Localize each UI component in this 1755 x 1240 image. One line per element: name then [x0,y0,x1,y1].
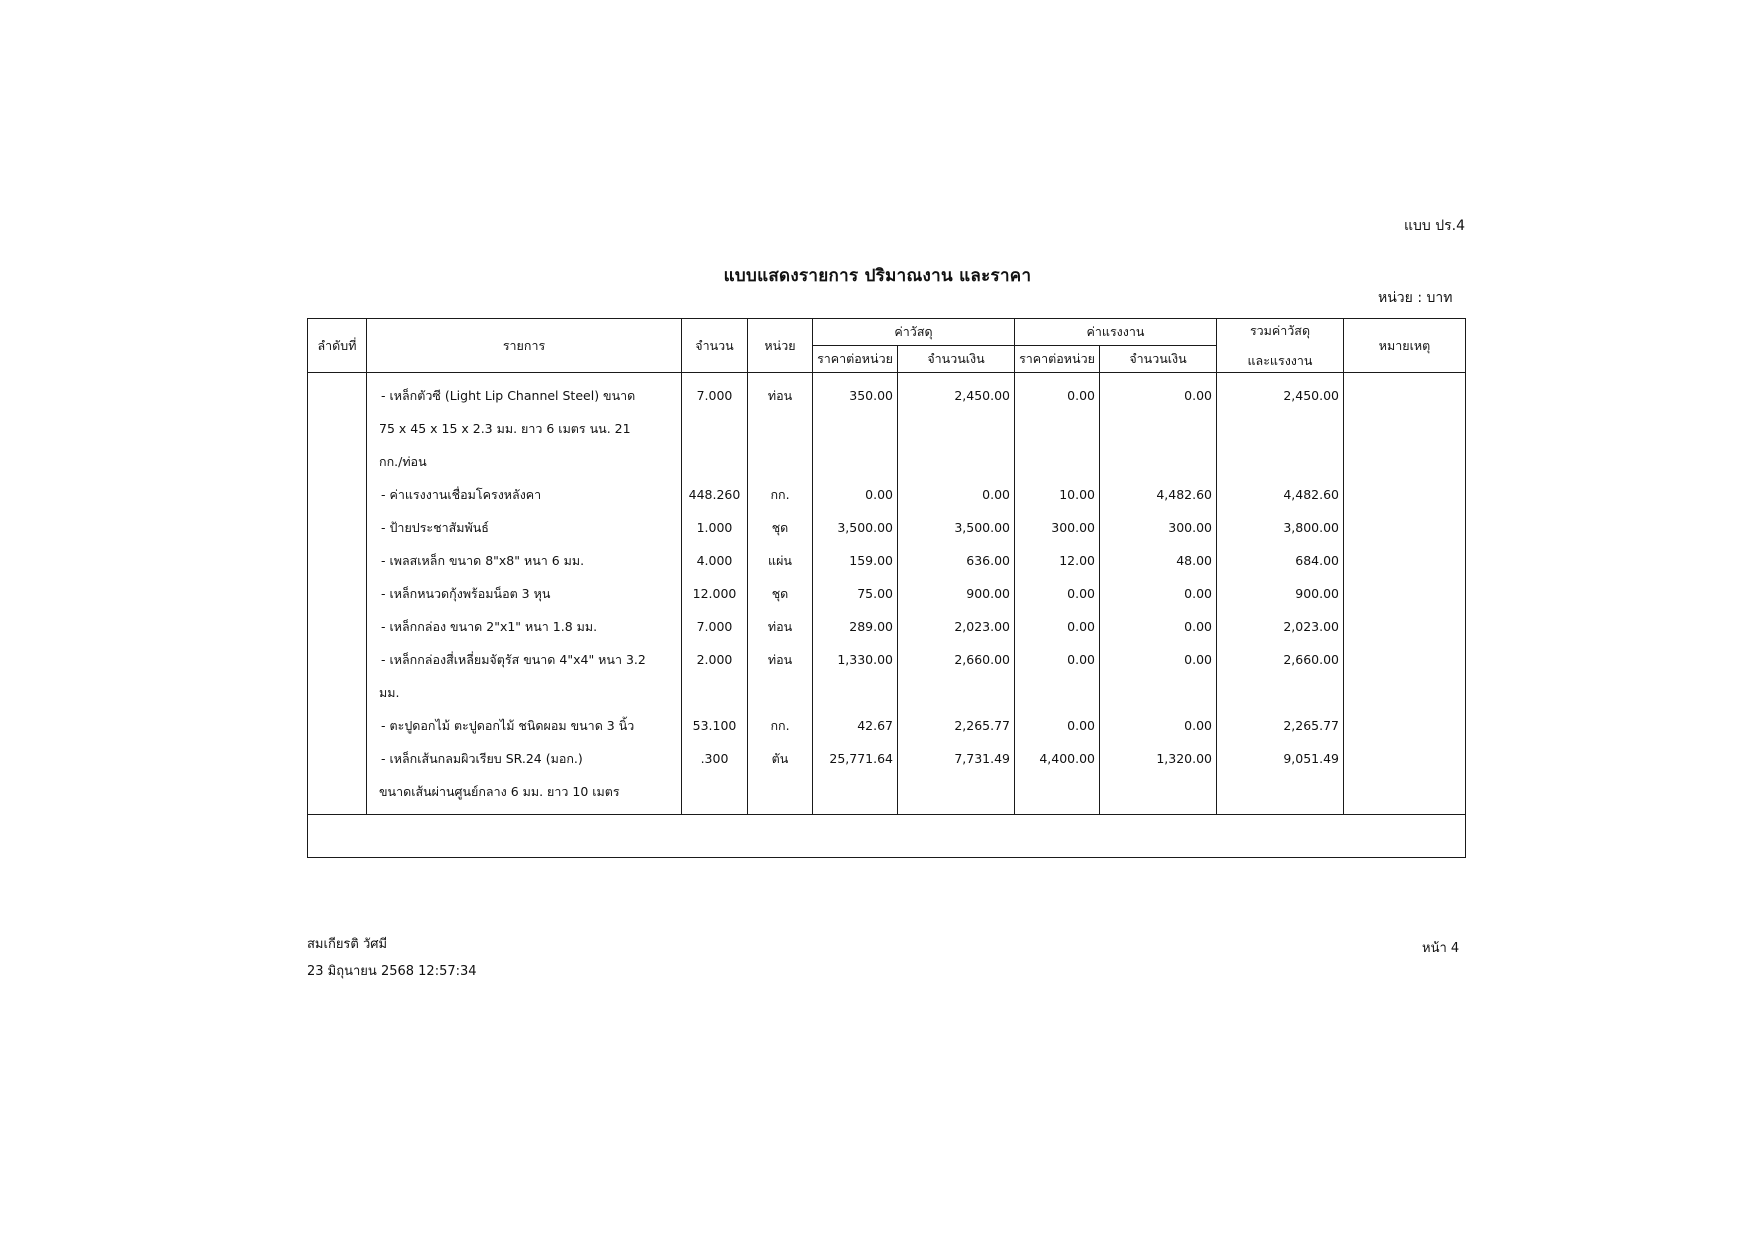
header-total [1217,319,1344,373]
cell-total: 9,051.49 [1283,751,1339,766]
cell-unit: กก. [770,718,790,733]
cell-unit: ชุด [771,586,789,601]
cell-mat-amount: 900.00 [966,586,1010,601]
item-description: - ตะปูดอกไม้ ตะปูดอกไม้ ชนิดผอม ขนาด 3 นิ้ว [381,718,635,733]
cell-qty: .300 [700,751,729,766]
cell-unit: ตัน [771,751,789,766]
item-description-continued: กก./ท่อน [379,454,427,469]
header-labor-unit-price: ราคาต่อหน่วย [1015,346,1100,373]
prepared-by: สมเกียรติ วัศมี [307,937,388,952]
cell-qty: 1.000 [696,520,733,535]
cell-lab-price: 0.00 [1067,388,1095,403]
cell-lab-amount: 0.00 [1184,718,1212,733]
header-labor-amount: จำนวนเงิน [1100,346,1217,373]
bill-of-quantities-table [307,318,1466,858]
cell-mat-price: 159.00 [849,553,893,568]
cell-qty: 7.000 [696,388,733,403]
cell-total: 2,660.00 [1283,652,1339,667]
cell-qty: 7.000 [696,619,733,634]
cell-lab-amount: 0.00 [1184,652,1212,667]
cell-unit: ท่อน [767,388,793,403]
header-material-unit-price: ราคาต่อหน่วย [813,346,898,373]
header-remark: หมายเหตุ [1344,319,1466,373]
item-column [367,373,682,815]
cell-mat-amount: 636.00 [966,553,1010,568]
item-description-continued: 75 x 45 x 15 x 2.3 มม. ยาว 6 เมตร นน. 21 [379,421,631,436]
header-unit: หน่วย [748,319,813,373]
item-description-continued: มม. [379,685,400,700]
table-body-row [308,373,1466,815]
item-description-continued: ขนาดเส้นผ่านศูนย์กลาง 6 มม. ยาว 10 เมตร [379,784,620,799]
cell-total: 4,482.60 [1283,487,1339,502]
cell-lab-amount: 0.00 [1184,388,1212,403]
table-footer-cell [308,815,1466,858]
cell-mat-price: 42.67 [857,718,893,733]
unit-column [748,373,813,815]
item-description: - ป้ายประชาสัมพันธ์ [381,520,489,535]
cell-mat-price: 0.00 [865,487,893,502]
header-material-amount: จำนวนเงิน [898,346,1015,373]
cell-lab-amount: 0.00 [1184,586,1212,601]
item-description: - เพลสเหล็ก ขนาด 8"x8" หนา 6 มม. [381,553,585,568]
material-amount-column [898,373,1015,815]
cell-qty: 53.100 [692,718,737,733]
cell-qty: 448.260 [688,487,741,502]
cell-lab-price: 0.00 [1067,619,1095,634]
cell-lab-amount: 1,320.00 [1156,751,1212,766]
item-description: - เหล็กกล่องสี่เหลี่ยมจัตุรัส ขนาด 4"x4" หนา 3.2 [381,652,646,667]
remark-column [1344,373,1466,815]
cell-mat-amount: 2,450.00 [954,388,1010,403]
cell-total: 3,800.00 [1283,520,1339,535]
cell-mat-amount: 2,265.77 [954,718,1010,733]
cell-lab-amount: 4,482.60 [1156,487,1212,502]
cell-mat-price: 1,330.00 [837,652,893,667]
cell-lab-amount: 0.00 [1184,619,1212,634]
cell-lab-price: 12.00 [1059,553,1095,568]
cell-unit: ท่อน [767,619,793,634]
cell-qty: 2.000 [696,652,733,667]
header-material: ค่าวัสดุ [813,319,1015,346]
cell-qty: 12.000 [692,586,737,601]
cell-total: 684.00 [1295,553,1339,568]
header-qty: จำนวน [682,319,748,373]
cell-unit: ท่อน [767,652,793,667]
currency-unit-note: หน่วย : บาท [1378,290,1453,306]
print-date: 23 มิถุนายน 2568 12:57:34 [307,964,477,979]
item-description: - ค่าแรงงานเชื่อมโครงหลังคา [381,487,542,502]
header-item: รายการ [367,319,682,373]
cell-qty: 4.000 [696,553,733,568]
page-number: หน้า 4 [1422,941,1460,956]
cell-lab-price: 0.00 [1067,718,1095,733]
cell-mat-price: 350.00 [849,388,893,403]
form-code: แบบ ปร.4 [1404,218,1466,234]
cell-total: 2,450.00 [1283,388,1339,403]
cell-mat-amount: 2,023.00 [954,619,1010,634]
cell-lab-amount: 300.00 [1168,520,1212,535]
cell-lab-price: 0.00 [1067,652,1095,667]
cell-unit: แผ่น [768,553,792,568]
no-column [308,373,367,815]
cell-mat-amount: 7,731.49 [954,751,1010,766]
cell-mat-amount: 3,500.00 [954,520,1010,535]
cell-mat-amount: 0.00 [982,487,1010,502]
cell-lab-amount: 48.00 [1176,553,1212,568]
labor-price-column [1015,373,1100,815]
total-column [1217,373,1344,815]
page-title: แบบแสดงรายการ ปริมาณงาน และราคา [723,266,1032,286]
cell-lab-price: 4,400.00 [1039,751,1095,766]
item-description: - เหล็กตัวซี (Light Lip Channel Steel) ขนาด [381,388,636,403]
cell-lab-price: 0.00 [1067,586,1095,601]
cell-unit: ชุด [771,520,789,535]
cell-total: 2,023.00 [1283,619,1339,634]
cell-mat-price: 75.00 [857,586,893,601]
labor-amount-column [1100,373,1217,815]
cell-lab-price: 10.00 [1059,487,1095,502]
header-no: ลำดับที่ [308,319,367,373]
item-description: - เหล็กกล่อง ขนาด 2"x1" หนา 1.8 มม. [381,619,598,634]
cell-total: 900.00 [1295,586,1339,601]
cell-mat-price: 289.00 [849,619,893,634]
item-description: - เหล็กหนวดกุ้งพร้อมน็อต 3 หุน [381,586,551,601]
table-footer-row [308,815,1466,858]
material-price-column [813,373,898,815]
cell-mat-amount: 2,660.00 [954,652,1010,667]
cell-lab-price: 300.00 [1051,520,1095,535]
item-description: - เหล็กเส้นกลมผิวเรียบ SR.24 (มอก.) [381,751,583,766]
cell-mat-price: 25,771.64 [829,751,893,766]
qty-column [682,373,748,815]
header-total-line2: และแรงงาน [1247,352,1313,368]
cell-total: 2,265.77 [1283,718,1339,733]
cell-unit: กก. [770,487,790,502]
header-total-line1: รวมค่าวัสดุ [1249,322,1311,338]
cell-mat-price: 3,500.00 [837,520,893,535]
header-labor: ค่าแรงงาน [1015,319,1217,346]
